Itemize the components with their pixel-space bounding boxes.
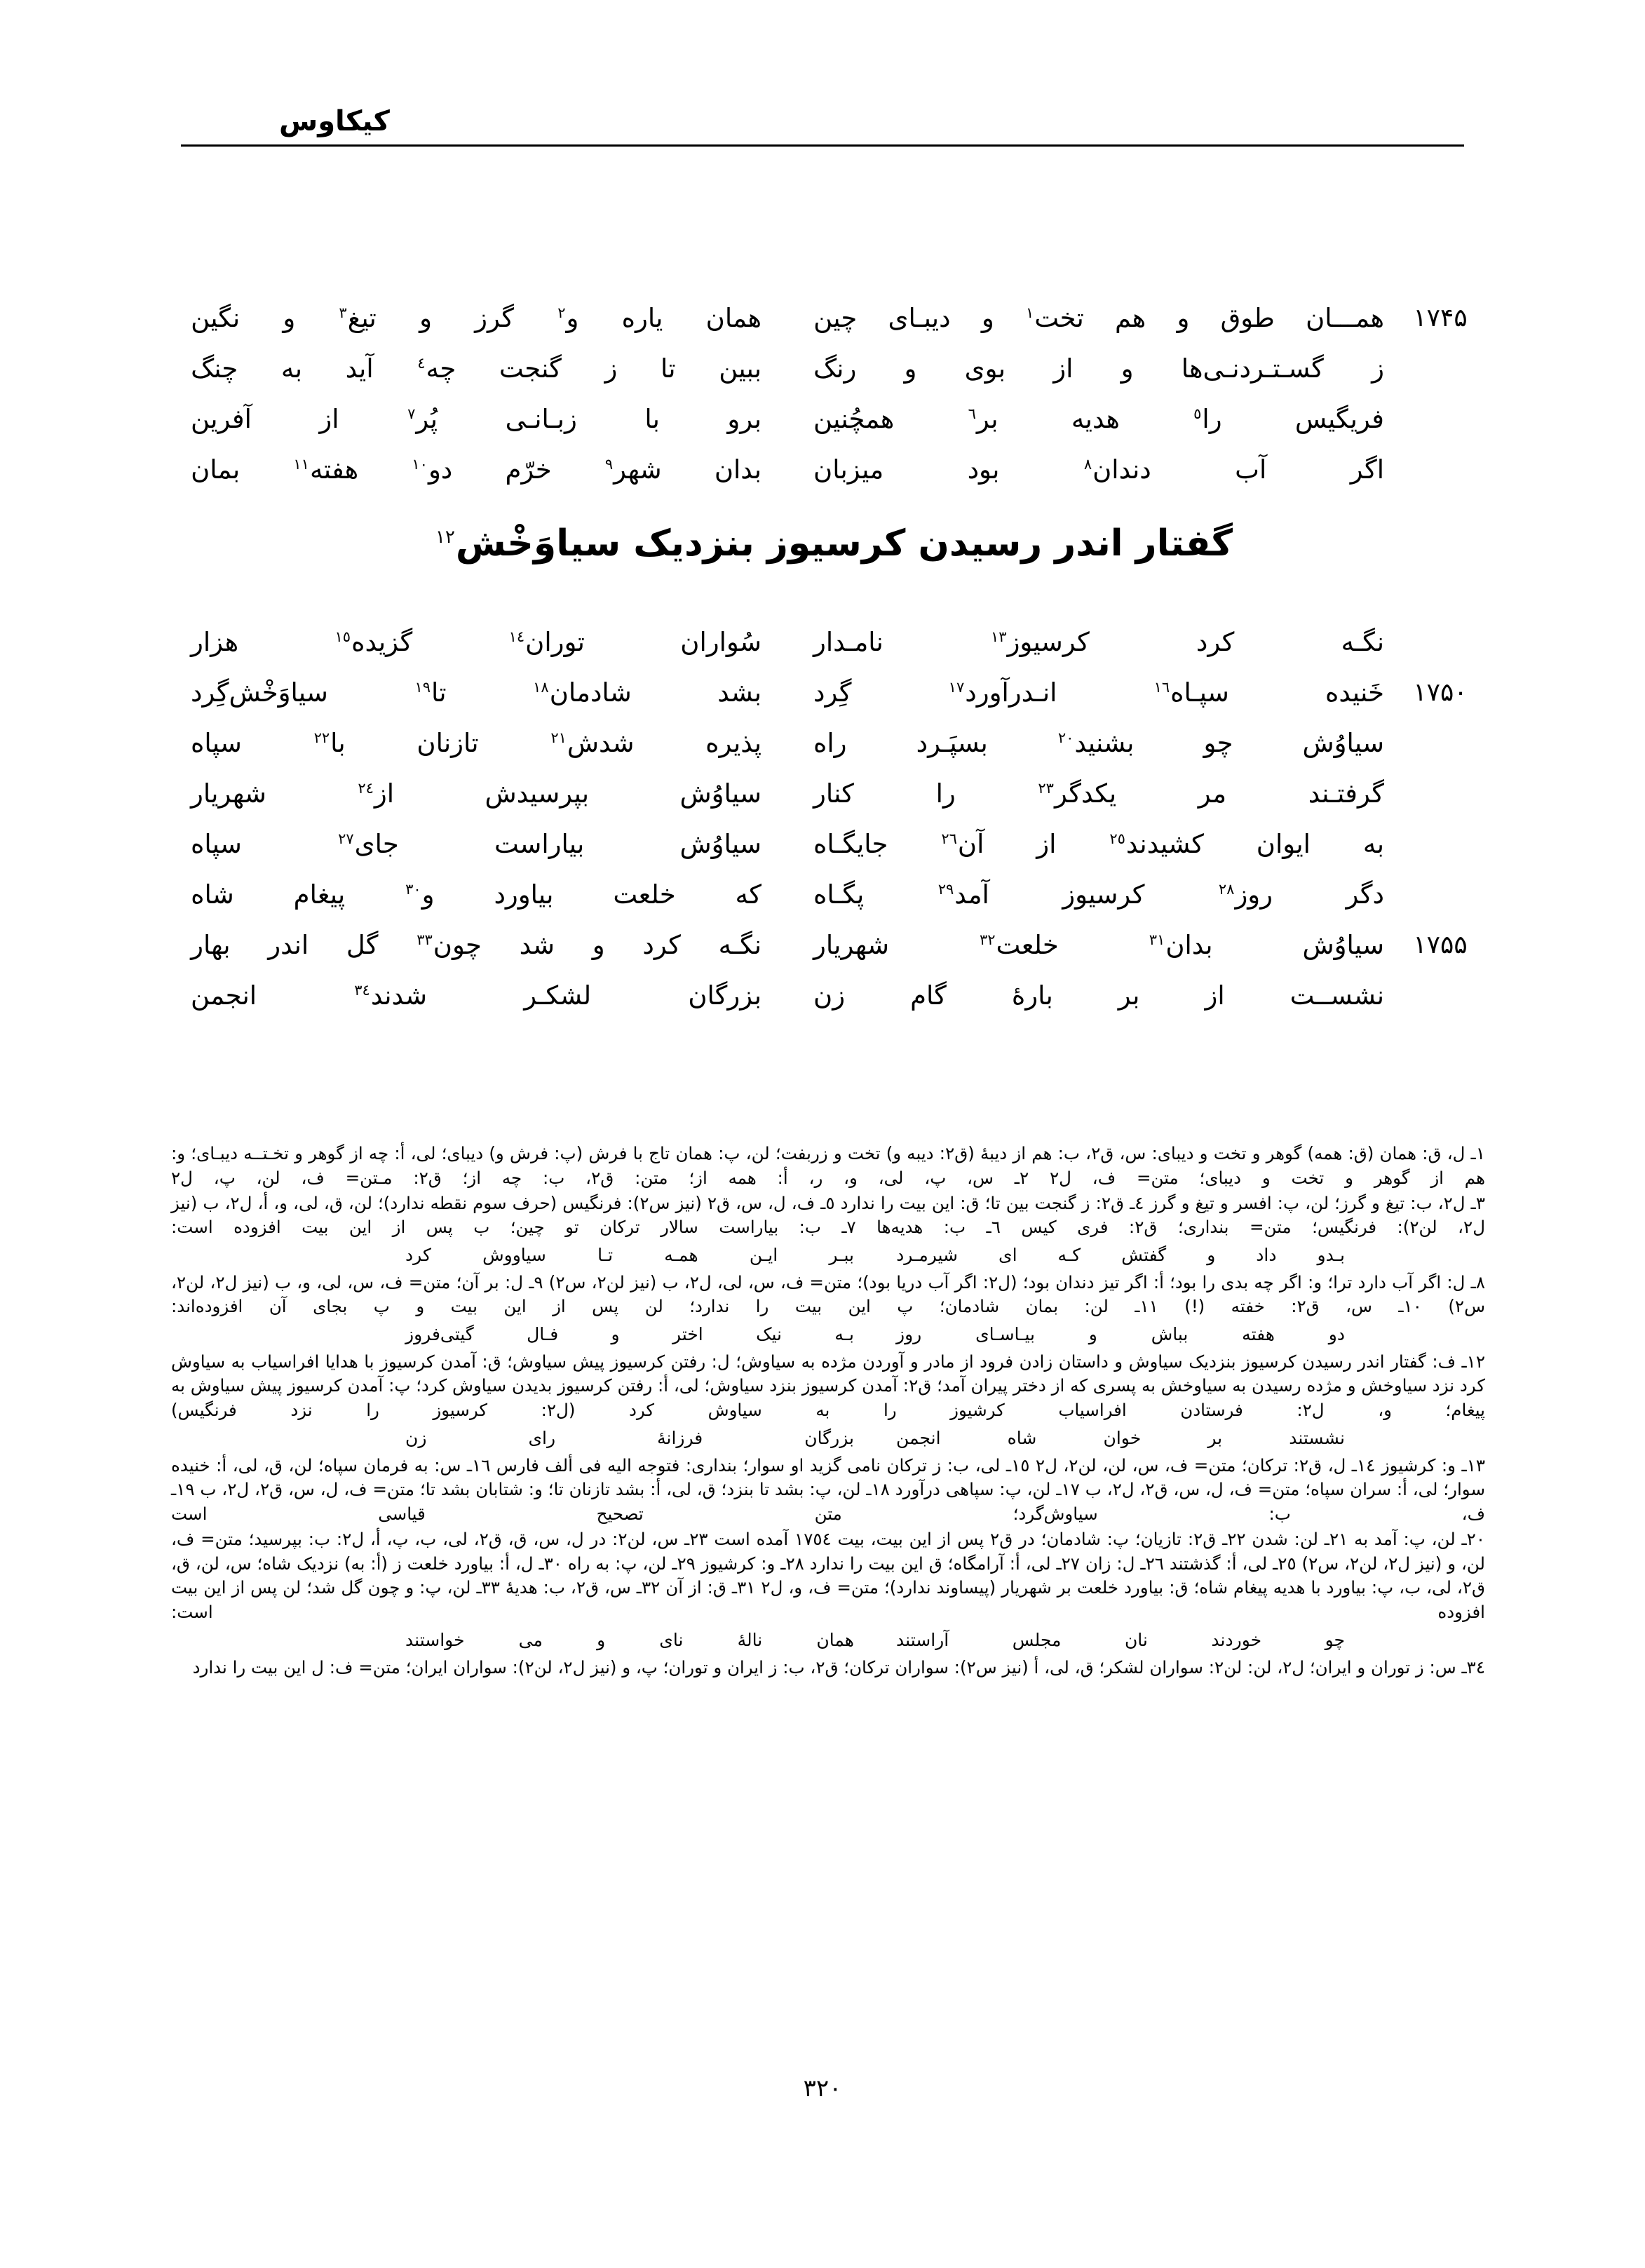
verse-word: بیاراست (494, 829, 585, 859)
verse-word: چه$^٤$ (417, 353, 456, 384)
verse-word: کرسیوز$^{١٣}$ (991, 627, 1090, 657)
verse-word: کشیدند$^{٢٥}$ (1109, 829, 1204, 859)
verse-word: پُر$^٧$ (407, 404, 438, 434)
footnote-marker[interactable]: ٤ (417, 354, 426, 372)
verse-word: و$^{٣٠}$ (405, 879, 435, 910)
verse-word: فریگیس (1294, 404, 1384, 434)
verse-word: شد (519, 930, 555, 960)
verse-word: راه (813, 728, 847, 758)
verse-word: و (1121, 353, 1134, 384)
verse-word: ببین (719, 353, 761, 384)
verse-word: دو$^{١٠}$ (412, 454, 453, 485)
hemistich-right (783, 445, 1394, 495)
verse-word: میزبان (813, 454, 884, 485)
folio-number: ۳۲۰ (803, 2074, 842, 2102)
quoted-hemistich-right (896, 1628, 1345, 1653)
verse-word: ایـن (749, 1245, 778, 1266)
quoted-hemistich-right (896, 1322, 1345, 1347)
verse-word: ز (604, 353, 618, 384)
quoted-verse (171, 1628, 1485, 1653)
verse-word: که (735, 879, 761, 910)
footnote-marker[interactable]: ٢٩ (937, 880, 954, 898)
verse-word: و (611, 1324, 620, 1345)
verse-word: بزرگان (804, 1428, 854, 1449)
verse-word: آید (345, 353, 374, 384)
verse-word: طوق (1220, 303, 1275, 333)
footnote-marker[interactable]: ٩ (604, 455, 614, 473)
quoted-verse (171, 1322, 1485, 1347)
hemistich-left (181, 668, 783, 718)
textual-apparatus (171, 1142, 1485, 1680)
verse-word: فرزانهٔ (657, 1428, 703, 1449)
verse-word: نامـدار (813, 627, 884, 657)
apparatus-entry: ١٢ـ ف: گفتار اندر رسیدن کرسیوز بنزدیک سیاوش و داستان زادن فرود از مادر و آوردن مژده به سیاوش؛ ل: رفتن کرسیوز پیش سیاوش؛ ق: آمدن کرسیوز با هدایا افراسیاب به سیاوش کرد نزد سیاوخش و مژده رسیدن به سیاوخش به پسری که از دختر پیران آمد؛ ق‌٢: آمدن کرسیوز بنزد سیاوش؛ لی، أ: رفتن کرسیوز بدیدن سیاوش کرد؛ پ: آمدن کرسیوز پیش سیاوش به پیغام؛ و، ل‌٢: فرستادن افراسیاب کرشیوز را به سیاوش کرد (ل‌٢: کرسیوز را نزد فرنگیس) (171, 1351, 1485, 1421)
apparatus-entry: ٢٠ـ لن، پ: آمد به ٢١ـ لن: شدن ٢٢ـ ق‌٢: تازیان؛ پ: شادمان؛ در ق‌٢ پس از این بیت، بیت ١٧٥٤ آمده است ٢٣ـ س، لن‌٢: در ل، س، ق، ق‌٢، لی، ب، پ، أ، ل‌٢: ب: بپرسید؛ متن= ف، لن، و (نیز ل‌٢، لن‌٢، س‌٢) ٢٥ـ لی، أ: گذشتند ٢٦ـ ل: زان ٢٧ـ لی، أ: آرامگاه؛ ق این بیت را ندارد ٢٨ـ و: کرشیوز ٢٩ـ لن، پ: به راه ٣٠ـ ل، أ: بیاورد خلعت ز (أ: به) نزدیک شاه؛ س، لن، ق، ق‌٢، لی، ب، پ: بیاورد با هدیه پیغام شاه؛ ق: بیاورد خلعت بر شهریار (پیساوند ندارد)؛ متن= ف، و، ل‌٢ ٣١ـ ق: از آن ٣٢ـ س، ق‌٢، ب: هدیهٔ ٣٣ـ لن، پ: و چون گل شد؛ لن پس از این بیت افزوده است: (171, 1528, 1485, 1623)
verse-word: نگـه (1341, 627, 1384, 657)
quoted-hemistich-left (405, 1322, 854, 1347)
footnote-marker[interactable]: ١ (1025, 304, 1034, 321)
verse-word: کـه (1057, 1245, 1081, 1266)
verse-word: کرد (642, 930, 681, 960)
verse-word: کرد (1196, 627, 1235, 657)
hemistich-left (181, 293, 783, 344)
verse-word: چنگ (191, 353, 238, 384)
verse-word: بمان (191, 454, 241, 485)
verse-word: روز (896, 1324, 922, 1345)
footnote-marker[interactable]: ١٩ (414, 678, 431, 696)
verse-word: تـا (597, 1245, 614, 1266)
verse-word: مجلس (1012, 1630, 1062, 1650)
verse-word: و (283, 303, 296, 333)
quoted-verse (171, 1243, 1485, 1268)
footnote-marker[interactable]: ١٥ (334, 628, 351, 645)
verse-word: خوان (1103, 1428, 1142, 1449)
footnote-marker[interactable]: ١٤ (508, 628, 525, 645)
hemistich-left (181, 344, 783, 394)
hemistich-right (783, 971, 1394, 1021)
verse-word: ز (1372, 353, 1384, 384)
verse-word: شدش$^{٢١}$ (550, 728, 635, 758)
apparatus-entry: ٣ـ ل‌٢، ب: تیغ و گرز؛ لن، پ: افسر و تیغ و گرز ٤ـ ق‌٢: ز گنجت بین تا؛ ق: این بیت را ندارد ٥ـ ف، ل، س، ق‌٢ (نیز س‌٢): فرنگیس (حرف سوم نقطه ندارد)؛ لن، ق، لی، و، أ، ل‌٢، ب (نیز ل‌٢، لن‌٢): فرنگیس؛ متن= بنداری؛ ق‌٢: فری کیس ٦ـ ب: هدیه‌ها ٧ـ ب: بیاراست سالار ترکان تو چین؛ ب پس از این بیت افزوده است: (171, 1192, 1485, 1238)
verse-word: خواستند (405, 1630, 465, 1650)
verse-word: همان (705, 303, 761, 333)
verse-word: روز$^{٢٨}$ (1218, 879, 1273, 910)
verse-word: سیاوُش (679, 829, 761, 859)
footnote-marker[interactable]: ٦ (968, 405, 976, 422)
verse-word: بود (967, 454, 1000, 485)
footnote-marker[interactable]: ١٢ (435, 526, 455, 548)
verse-word: گرفتـند (1308, 778, 1384, 809)
verse-word: و (1207, 1245, 1216, 1266)
verse-couplet (181, 293, 1487, 344)
hemistich-right (783, 819, 1394, 870)
verse-word: سپاه (191, 728, 242, 758)
verse-couplet (181, 920, 1487, 971)
verse-word: دیبـای (888, 303, 951, 333)
verse-word: گِرد (813, 677, 852, 708)
verse-word: همـه (664, 1245, 698, 1266)
verse-word: جایگـاه (813, 829, 888, 859)
hemistich-left (181, 920, 783, 971)
verse-word: و (981, 303, 994, 333)
verse-word: آفرین (191, 404, 252, 434)
verse-word: را (935, 778, 956, 809)
verse-word: بزرگان (688, 980, 761, 1011)
verse-word: چین (813, 303, 858, 333)
verse-word: بر (1207, 1428, 1223, 1449)
verse-word: و (904, 353, 917, 384)
verse-word: خلعت (613, 879, 676, 910)
verse-block-lower (181, 617, 1487, 1021)
verse-word: همچُنین (813, 404, 895, 434)
footnote-marker[interactable]: ١٠ (412, 455, 428, 473)
quoted-hemistich-right (896, 1426, 1345, 1451)
verse-word: بـدو (1317, 1245, 1345, 1266)
verse-word: گزیده$^{١٥}$ (334, 627, 413, 657)
verse-word: بیـاسـای (975, 1324, 1035, 1345)
verse-word: جای$^{٢٧}$ (338, 829, 399, 859)
footnote-marker[interactable]: ٢٦ (941, 830, 957, 847)
verse-word: پذیره (705, 728, 761, 758)
verse-word: بسپَـرد (916, 728, 988, 758)
verse-word: بدان$^{٣١}$ (1149, 930, 1213, 960)
hemistich-right (783, 769, 1394, 819)
verse-word: هفته$^{١١}$ (293, 454, 359, 485)
verse-couplet (181, 617, 1487, 668)
verse-word: نگین (191, 303, 241, 333)
hemistich-left (181, 718, 783, 769)
verse-word: سیاوُش (1302, 728, 1384, 758)
footnote-marker[interactable]: ٢٨ (1218, 880, 1235, 898)
footnote-marker[interactable]: ٢ (557, 304, 566, 321)
verse-word: آراستند (896, 1630, 949, 1650)
apparatus-entry: ٨ـ ل: اگر آب دارد ترا؛ و: اگر چه بدی را بود؛ أ: اگر تیز دندان بود؛ (ل‌٢: اگر آب دریا بود)؛ متن= ف، س، لی، ل‌٢، ب (نیز لن‌٢، س‌٢) ٩ـ ل: بر آن؛ متن= ف، س، لی، و، ب (نیز ل‌٢، لن‌٢، س‌٢) ١٠ـ س، ق‌٢: خفته (!) ١١ـ لن: بمان شادمان؛ پ این بیت را ندارد؛ لن پس از این بیت و پ بجای آن افزوده‌اند: (171, 1271, 1486, 1317)
quoted-hemistich-left (405, 1243, 854, 1268)
verse-couplet (181, 394, 1487, 445)
verse-number: ۱۷۴۵ (1413, 304, 1468, 332)
hemistich-left (181, 819, 783, 870)
quoted-hemistich-left (405, 1426, 854, 1451)
verse-word: همـــان (1306, 303, 1384, 333)
verse-word: زن (813, 980, 846, 1011)
footnote-marker[interactable]: ٣ (339, 304, 347, 321)
verse-word: ببـر (829, 1245, 854, 1266)
apparatus-entry: ١ـ ل، ق: همان (ق: همه) گوهر و تخت و دیبای: س، ق‌٢، ب: هم از دیبهٔ (ق‌٢: دیبه و) تخت و زربفت؛ لن، پ: همان تاج با فرش (پ: فرش و) دیبای؛ لی، أ: چه از گوهر و تخـتــه دیبـای؛ و: هم از گوهر و تخت و دیبای؛ متن= ف، ل‌٢ ٢ـ س، پ، لی، و، ر، أ: همه از؛ متن: ق‌٢، ب: چه از؛ ق‌٢: مـتن= ف، لن، پ، ل‌٢ (171, 1143, 1486, 1188)
footnote-marker[interactable]: ٧ (407, 405, 416, 422)
verse-word: به (1362, 829, 1384, 859)
verse-word: و (1088, 1324, 1097, 1345)
verse-word: دندان$^٨$ (1083, 454, 1151, 485)
verse-word: می (518, 1630, 543, 1650)
verse-word: خرّم (505, 454, 552, 485)
verse-word: گنجت (499, 353, 562, 384)
verse-word: هزار (191, 627, 239, 657)
verse-word: بپرسیدش (485, 778, 590, 809)
verse-word: هدیه (1071, 404, 1120, 434)
footnote-marker[interactable]: ٨ (1083, 455, 1092, 473)
verse-couplet (181, 344, 1487, 394)
verse-word: نیک (756, 1324, 782, 1345)
verse-couplet (181, 769, 1487, 819)
verse-word: ایوان (1256, 829, 1311, 859)
verse-word: گرز (475, 303, 515, 333)
footnote-marker[interactable]: ١١ (293, 455, 309, 473)
verse-word: رای (528, 1428, 556, 1449)
running-head-area (181, 105, 1464, 147)
verse-word: شادمان$^{١٨}$ (533, 677, 632, 708)
quoted-hemistich-right (896, 1243, 1345, 1268)
verse-couplet (181, 718, 1487, 769)
hemistich-right (783, 617, 1394, 668)
verse-word: از (1036, 829, 1057, 859)
verse-word: گسـتـردنـی‌ها (1181, 353, 1324, 384)
verse-word: و (592, 930, 605, 960)
verse-word: شاه (191, 879, 234, 910)
verse-word: همان (816, 1630, 854, 1650)
footnote-marker[interactable]: ٣٤ (354, 981, 370, 999)
hemistich-left (181, 769, 783, 819)
verse-word: هم (1115, 303, 1146, 333)
verse-word: برو (727, 404, 761, 434)
verse-word: خَنیده (1325, 677, 1384, 708)
verse-word: چو (1325, 1630, 1345, 1650)
verse-word: شهریار (191, 778, 266, 809)
verse-word: لشکـر (524, 980, 592, 1011)
verse-word: رنگ (813, 353, 857, 384)
footnote-marker[interactable]: ١٦ (1153, 678, 1170, 696)
verse-word: پیغام (293, 879, 346, 910)
verse-word: اختر (672, 1324, 703, 1345)
verse-word: تا (661, 353, 676, 384)
hemistich-left (181, 617, 783, 668)
verse-word: ای (998, 1245, 1017, 1266)
hemistich-right (783, 344, 1394, 394)
footnote-marker[interactable]: ٢٤ (358, 779, 374, 797)
verse-word: را$^٥$ (1193, 404, 1222, 434)
footnote-marker[interactable]: ١٧ (948, 678, 965, 696)
verse-word: و (419, 303, 432, 333)
verse-word: و (1177, 303, 1190, 333)
verse-word: بدان (714, 454, 761, 485)
quoted-hemistich-left (405, 1628, 854, 1653)
verse-number: ۱۷۵۵ (1413, 931, 1468, 959)
verse-word: سُواران (680, 627, 761, 657)
verse-couplet (181, 445, 1487, 495)
verse-word: آب (1235, 454, 1267, 485)
verse-word: از (1205, 980, 1225, 1011)
verse-word: و (597, 1630, 606, 1650)
verse-word: با$^{٢٢}$ (313, 728, 346, 758)
hemistich-right (783, 668, 1394, 718)
quoted-verse (171, 1426, 1485, 1451)
verse-word: به (280, 353, 302, 384)
verse-word: گفتش (1121, 1245, 1167, 1266)
verse-word: پگـاه (813, 879, 865, 910)
verse-word: گیتی‌فروز (405, 1324, 474, 1345)
verse-couplet (181, 971, 1487, 1021)
verse-word: تازنان (417, 728, 479, 758)
section-heading: گفتار اندر رسیدن کرسیوز بنزدیک سیاوَخْش$^{١٢}$ (435, 522, 1233, 565)
verse-word: یکدگر$^{٢٣}$ (1038, 778, 1117, 809)
verse-word: یاره (621, 303, 663, 333)
verse-word: نان (1124, 1630, 1148, 1650)
footnote-marker[interactable]: ٢٥ (1109, 830, 1125, 847)
verse-word: هفته (1242, 1324, 1275, 1345)
footnote-marker[interactable]: ٣٢ (979, 931, 996, 948)
footnote-marker[interactable]: ١٨ (533, 678, 549, 696)
verse-word: سیاوُش (679, 778, 761, 809)
verse-word: سپـاه$^{١٦}$ (1153, 677, 1229, 708)
verse-word: شیرمـرد (896, 1245, 958, 1266)
hemistich-right (783, 718, 1394, 769)
verse-word: سیاوَخْش‌گِرد (191, 677, 328, 708)
verse-word: کنار (813, 778, 854, 809)
footnote-marker[interactable]: ٣١ (1149, 931, 1165, 948)
verse-word: از$^{٢٤}$ (358, 778, 395, 809)
verse-word: بوی (964, 353, 1006, 384)
hemistich-right (783, 394, 1394, 445)
verse-word: اندر (268, 930, 309, 960)
verse-word: بـه (834, 1324, 854, 1345)
verse-word: با (644, 404, 660, 434)
verse-word: بر (1118, 980, 1140, 1011)
hemistich-left (181, 870, 783, 920)
verse-word: خوردند (1211, 1630, 1262, 1650)
verse-word: و$^٢$ (557, 303, 579, 333)
verse-couplet (181, 819, 1487, 870)
verse-block-upper (181, 293, 1487, 495)
verse-word: نای (659, 1630, 684, 1650)
verse-word: گل (346, 930, 379, 960)
verse-word: گام (910, 980, 947, 1011)
verse-word: سپاه (191, 829, 242, 859)
verse-word: کرسیوز (1062, 879, 1145, 910)
footnote-marker[interactable]: ٢٧ (338, 830, 354, 847)
verse-word: شهریار (813, 930, 889, 960)
verse-word: فـال (527, 1324, 559, 1345)
footnote-marker[interactable]: ٢١ (550, 729, 567, 746)
hemistich-left (181, 445, 783, 495)
verse-word: بیاورد (494, 879, 554, 910)
verse-word: چون$^{٣٣}$ (417, 930, 482, 960)
verse-word: بشنید$^{٢٠}$ (1057, 728, 1135, 758)
verse-word: از (1053, 353, 1074, 384)
footnote-marker[interactable]: ٥ (1193, 405, 1202, 422)
verse-word: آمد$^{٢٩}$ (937, 879, 989, 910)
verse-word: آن$^{٢٦}$ (941, 829, 984, 859)
verse-word: اگر (1350, 454, 1384, 485)
hemistich-right (783, 870, 1394, 920)
verse-word: نشســت (1289, 980, 1384, 1011)
hemistich-left (181, 394, 783, 445)
verse-word: داد (1256, 1245, 1277, 1266)
verse-word: کرد (405, 1245, 431, 1266)
hemistich-right (783, 293, 1394, 344)
verse-word: چو (1203, 728, 1233, 758)
verse-word: مر (1198, 778, 1227, 809)
verse-couplet (181, 668, 1487, 718)
verse-word: بر$^٦$ (968, 404, 998, 434)
verse-word: انجمن (191, 980, 257, 1011)
verse-word: نشستند (1289, 1428, 1345, 1449)
verse-word: نگـه (718, 930, 761, 960)
verse-word: توران$^{١٤}$ (508, 627, 585, 657)
verse-word: خلعت$^{٣٢}$ (979, 930, 1059, 960)
footnote-marker[interactable]: ٣٠ (405, 880, 421, 898)
verse-word: سیاوُش (1302, 930, 1384, 960)
verse-word: تخت$^١$ (1025, 303, 1084, 333)
footnote-marker[interactable]: ٢٣ (1038, 779, 1054, 797)
footnote-marker[interactable]: ١٣ (991, 628, 1007, 645)
verse-couplet (181, 870, 1487, 920)
verse-word: شدند$^{٣٤}$ (354, 980, 427, 1011)
verse-word: انـدرآورد$^{١٧}$ (948, 677, 1057, 708)
verse-word: انجمن (896, 1428, 941, 1449)
footnote-marker[interactable]: ٢٠ (1057, 729, 1074, 746)
footnote-marker[interactable]: ٢٢ (313, 729, 330, 746)
footnote-marker[interactable]: ٣٣ (417, 931, 433, 948)
header-divider-rule (181, 144, 1464, 147)
verse-word: از (319, 404, 339, 434)
verse-word: بشد (717, 677, 761, 708)
verse-word: سیاووش (482, 1245, 546, 1266)
verse-number: ۱۷۵۰ (1413, 678, 1468, 707)
verse-word: زن (405, 1428, 427, 1449)
verse-word: زبـانـی (505, 404, 577, 434)
apparatus-entry: ١٣ـ و: کرشیوز ١٤ـ ل، ق‌٢: ترکان؛ متن= ف، س، لن، لن‌٢، ل‌٢ ١٥ـ لی، ب: ز ترکان نامی گزید او سوار؛ بنداری: فتوجه الیه فی ألف فارس ١٦ـ س: به فرمان سپاه؛ لن، ق، لی، أ: خنیده سوار؛ لی، أ: سران سپاه؛ متن= ف، ل، س، ق‌٢، ل‌٢، ب ١٧ـ لن، پ: سپاهی درآورد ١٨ـ لن، پ: بشد تا بنزد؛ ق، لی، أ: بشد تازنان تا؛ و: شتابان بشد تا؛ متن= ف، ل، س، ق‌٢، ل‌٢، ب ١٩ـ ف، ب: سیاوش‌گرد؛ متن تصحیح قیاسی است (171, 1454, 1486, 1525)
verse-word: بباش (1151, 1324, 1189, 1345)
verse-word: نالهٔ (737, 1630, 763, 1650)
verse-word: تیغ$^٣$ (339, 303, 377, 333)
verse-word: شاه (1007, 1428, 1037, 1449)
running-head-title: کیکاوس (279, 105, 390, 137)
verse-word: شهر$^٩$ (604, 454, 662, 485)
verse-word: بهار (191, 930, 231, 960)
verse-word: دگر (1346, 879, 1384, 910)
hemistich-left (181, 971, 783, 1021)
apparatus-entry: ٣٤ـ س: ز توران و ایران؛ ل‌٢، لن: لن‌٢: سواران لشکر؛ ق، لی، أ (نیز س‌٢): سواران ترکان؛ ق‌٢، ب: ز ایران و توران؛ پ، و (نیز ل‌٢، لن‌٢): سواران ایران؛ متن= ف: ل این بیت را ندارد (192, 1656, 1485, 1678)
verse-word: دو (1328, 1324, 1345, 1345)
verse-word: بارهٔ (1011, 980, 1053, 1011)
hemistich-right (783, 920, 1394, 971)
verse-word: تا$^{١٩}$ (414, 677, 447, 708)
